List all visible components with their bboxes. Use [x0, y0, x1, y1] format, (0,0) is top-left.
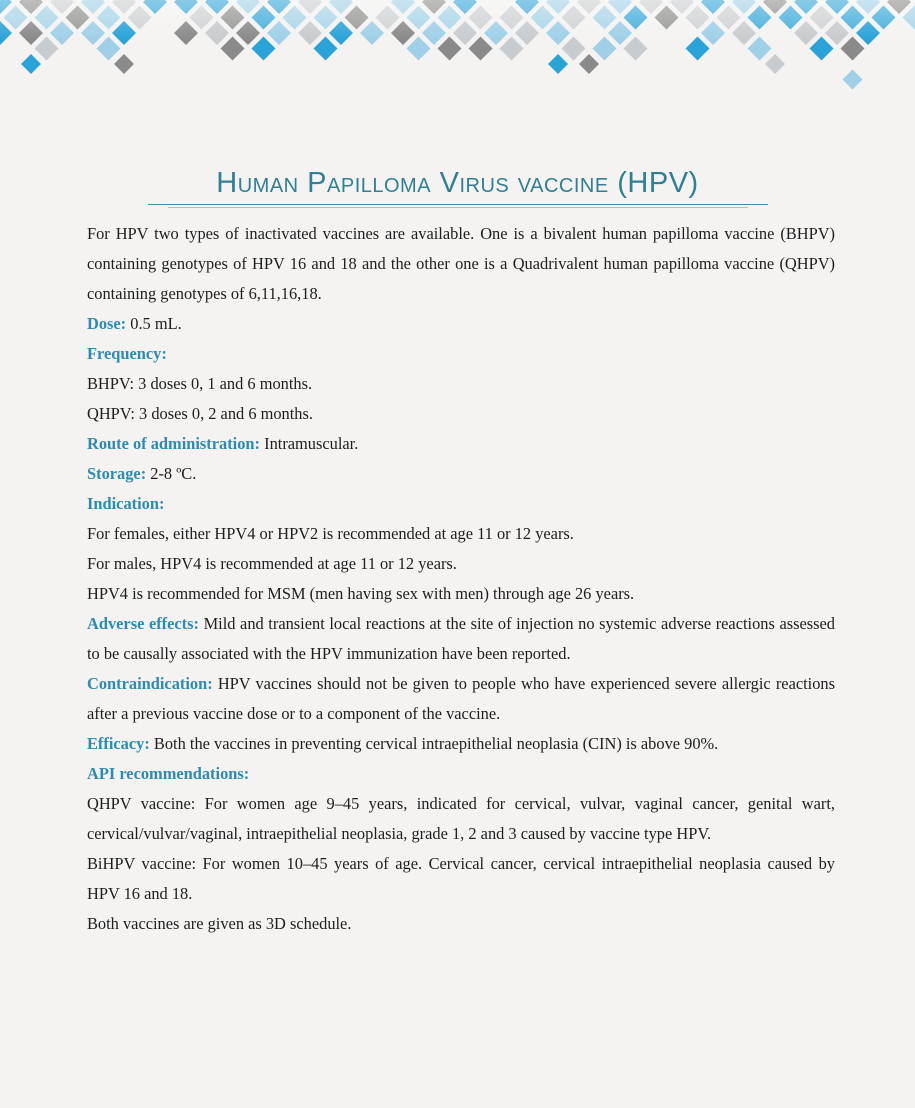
efficacy-section	[87, 729, 835, 759]
diamond-shape	[469, 37, 493, 61]
dose-value: 0.5 mL.	[126, 314, 182, 333]
efficacy-label: Efficacy:	[87, 734, 150, 753]
diamond-shape	[686, 37, 710, 61]
page-title: Human Papilloma Virus vaccine (HPV)	[216, 167, 699, 199]
diamond-shape	[843, 70, 863, 90]
diamond-shape	[314, 37, 338, 61]
contraindication-label: Contraindication:	[87, 674, 213, 693]
header-fade	[0, 0, 915, 40]
dose-label: Dose:	[87, 314, 127, 333]
diamond-shape	[35, 37, 59, 61]
frequency-line: BHPV: 3 doses 0, 1 and 6 months.	[87, 374, 313, 393]
diamond-shape	[593, 37, 617, 61]
storage-label: Storage:	[87, 464, 147, 483]
frequency-line: QHPV: 3 doses 0, 2 and 6 months.	[87, 404, 313, 423]
diamond-shape	[841, 37, 865, 61]
diamond-shape	[548, 54, 568, 74]
route-value: Intramuscular.	[260, 434, 359, 453]
diamond-shape	[407, 37, 431, 61]
route-label: Route of administration:	[87, 434, 261, 453]
document-body	[87, 219, 835, 939]
diamond-shape	[562, 37, 586, 61]
diamond-shape	[252, 37, 276, 61]
adverse-section	[87, 609, 835, 669]
contraindication-section	[87, 669, 835, 729]
diamond-shape	[500, 37, 524, 61]
title-underline	[148, 204, 768, 205]
diamond-shape	[21, 54, 41, 74]
indication-label: Indication:	[87, 494, 165, 513]
storage-section	[87, 459, 835, 489]
diamond-shape	[624, 37, 648, 61]
intro-paragraph: For HPV two types of inactivated vaccines are available. One is a bivalent human papilloma vaccine (BHPV) containing genotypes of HPV 16 and 18 and the other one is a Quadrivalent human papilloma vaccine (QHPV) containing genotypes of 6,11,16,18.	[87, 224, 835, 303]
diamond-shape	[438, 37, 462, 61]
diamond-shape	[221, 37, 245, 61]
api-line: Both vaccines are given as 3D schedule.	[87, 914, 352, 933]
diamond-shape	[810, 37, 834, 61]
adverse-label: Adverse effects:	[87, 614, 199, 633]
adverse-text: Mild and transient local reactions at the site of injection no systemic adverse reactions assessed to be causally associated with the HPV immunization have been reported.	[87, 614, 835, 663]
indication-line: For females, either HPV4 or HPV2 is recommended at age 11 or 12 years.	[87, 524, 574, 543]
indication-line: HPV4 is recommended for MSM (men having sex with men) through age 26 years.	[87, 584, 635, 603]
dose-section	[87, 309, 835, 339]
diamond-shape	[748, 37, 772, 61]
diamond-shape	[579, 54, 599, 74]
api-line: QHPV vaccine: For women age 9–45 years, indicated for cervical, vulvar, vaginal cancer, genital wart, cervical/vulvar/vaginal, intraepithelial neoplasia, grade 1, 2 and 3 caused by vaccine type HPV.	[87, 794, 835, 843]
efficacy-text: Both the vaccines in preventing cervical intraepithelial neoplasia (CIN) is above 90%.	[149, 734, 719, 753]
route-section	[87, 429, 835, 459]
diamond-pattern-header	[0, 0, 915, 110]
diamond-shape	[765, 54, 785, 74]
api-line: BiHPV vaccine: For women 10–45 years of age. Cervical cancer, cervical intraepithelial neoplasia caused by HPV 16 and 18.	[87, 854, 835, 903]
indication-line: For males, HPV4 is recommended at age 11 or 12 years.	[87, 554, 457, 573]
diamond-shape	[97, 37, 121, 61]
diamond-shape	[114, 54, 134, 74]
frequency-label: Frequency:	[87, 344, 167, 363]
api-label: API recommendations:	[87, 764, 250, 783]
contraindication-text: HPV vaccines should not be given to people who have experienced severe allergic reactions after a previous vaccine dose or to a component of the vaccine.	[87, 674, 835, 723]
storage-value: 2-8 ºC.	[146, 464, 197, 483]
